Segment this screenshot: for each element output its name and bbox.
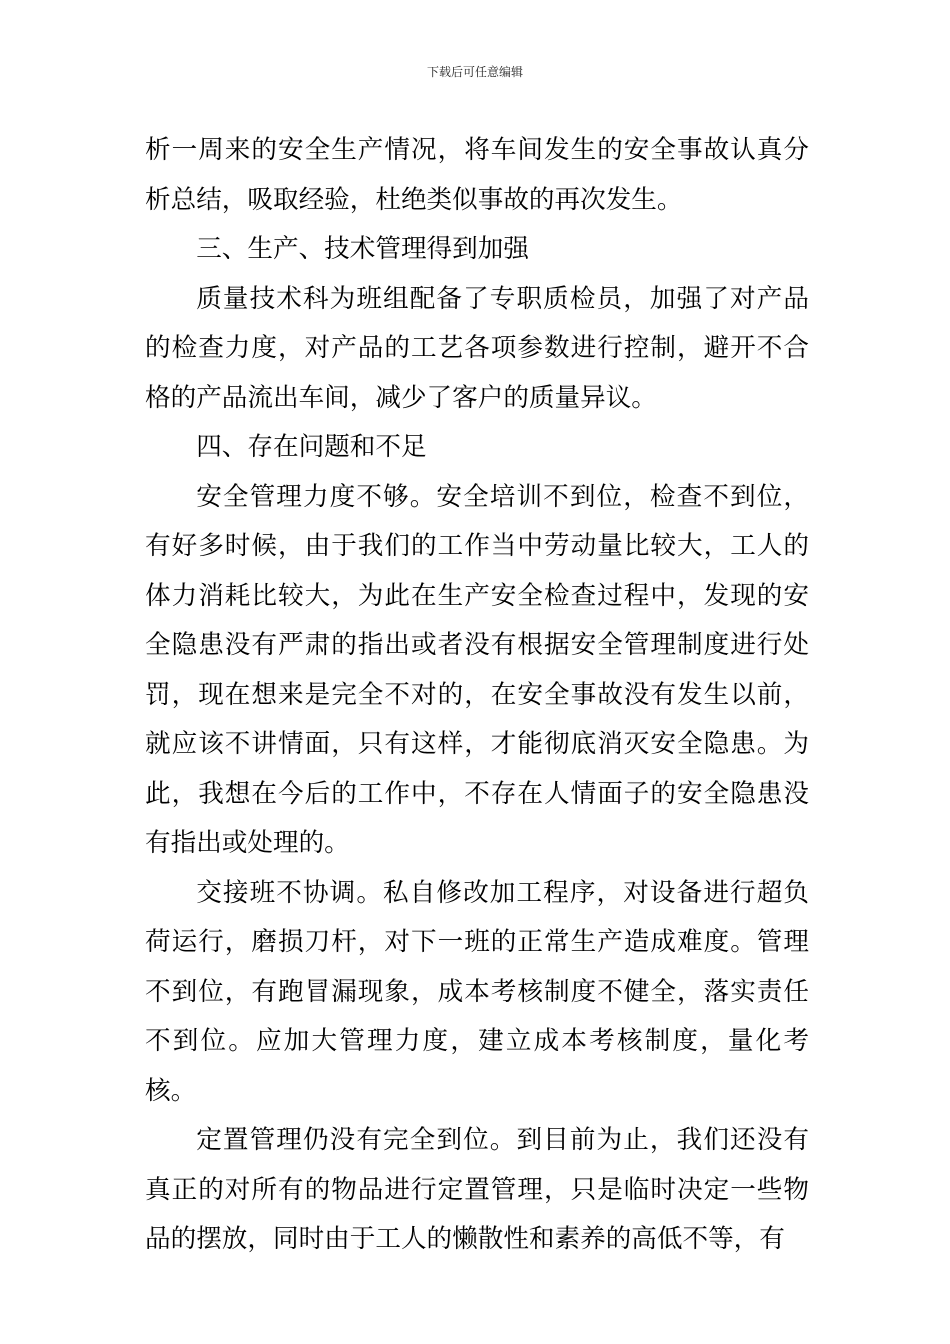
paragraph-continuation: 析一周来的安全生产情况，将车间发生的安全事故认真分析总结，吸取经验，杜绝类似事故的再次发生。 [145,135,809,215]
section-heading-3: 三、生产、技术管理得到加强 [196,234,529,264]
section-heading-4: 四、存在问题和不足 [196,432,427,462]
paragraph-quality: 质量技术科为班组配备了专职质检员，加强了对产品的检查力度，对产品的工艺各项参数进行控制，避开不合格的产品流出车间，减少了客户的质量异议。 [145,283,809,413]
document-body [145,126,809,1265]
paragraph-safety: 安全管理力度不够。安全培训不到位，检查不到位，有好多时候，由于我们的工作当中劳动量比较大，工人的体力消耗比较大，为此在生产安全检查过程中，发现的安全隐患没有严肃的指出或者没有根据安全管理制度进行处罚，现在想来是完全不对的，在安全事故没有发生以前，就应该不讲情面，只有这样，才能彻底消灭安全隐患。为此，我想在今后的工作中，不存在人情面子的安全隐患没有指出或处理的。 [145,481,809,858]
paragraph-placement: 定置管理仍没有完全到位。到目前为止，我们还没有真正的对所有的物品进行定置管理，只是临时决定一些物品的摆放，同时由于工人的懒散性和素养的高低不等，有 [145,1125,809,1254]
page-header-note: 下载后可任意编辑 [426,65,523,79]
paragraph-shift-handover: 交接班不协调。私自修改加工程序，对设备进行超负荷运行，磨损刀杆，对下一班的正常生产造成难度。管理不到位，有跑冒漏现象，成本考核制度不健全，落实责任不到位。应加大管理力度，建立成本考核制度，量化考核。 [145,877,809,1106]
